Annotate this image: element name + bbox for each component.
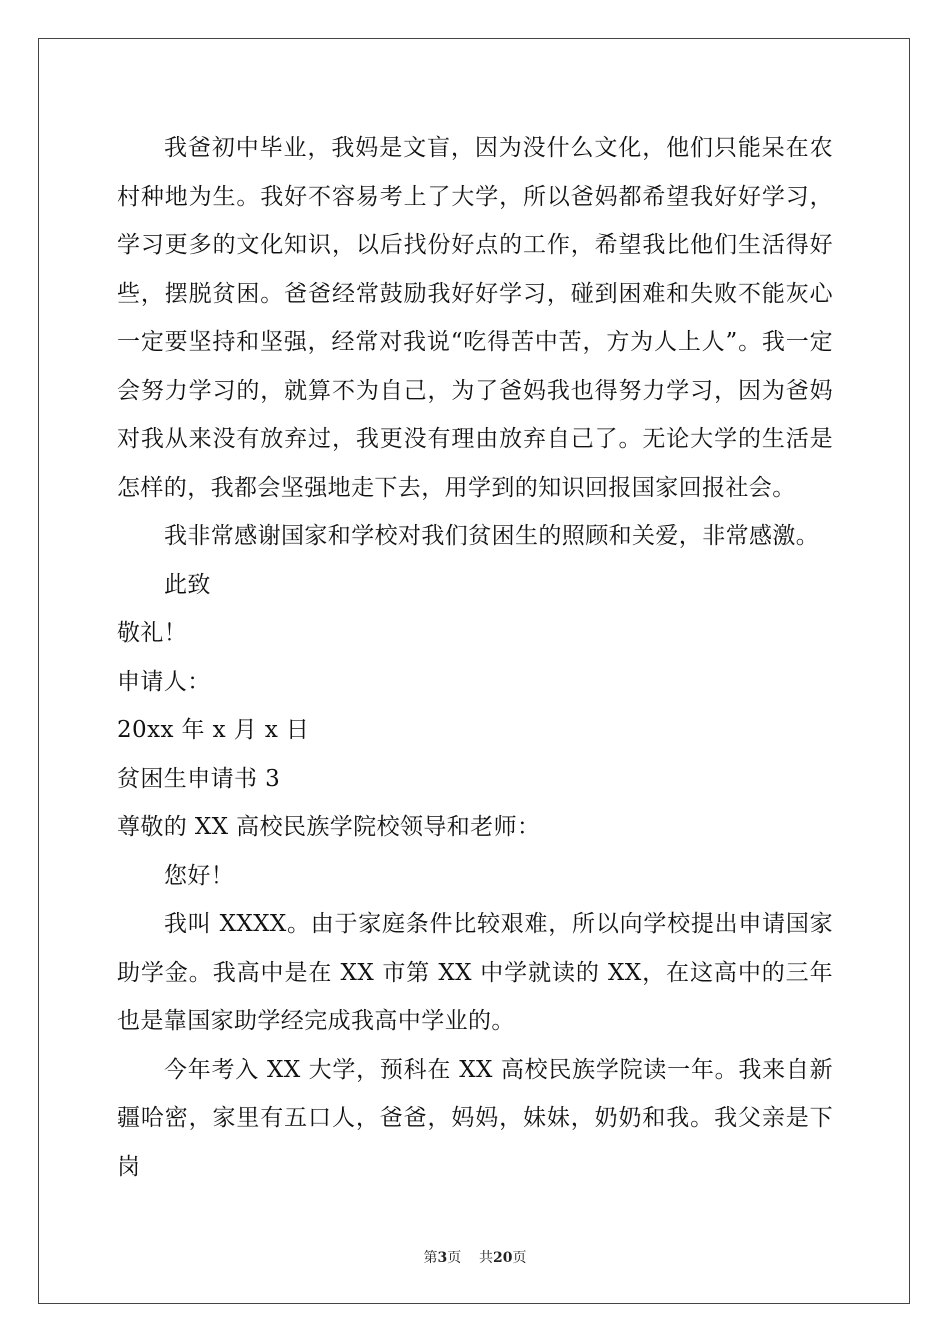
footer-current-page: 3 <box>437 1250 448 1266</box>
footer-page-middle: 页 共 <box>447 1250 494 1266</box>
document-body <box>117 124 833 1191</box>
paragraph-introduction: 我叫 XXXX。由于家庭条件比较艰难，所以向学校提出申请国家助学金。我高中是在 XX 市第 XX 中学就读的 XX，在这高中的三年也是靠国家助学经完成我高中学业的。 <box>117 911 833 1034</box>
paragraph-family-info: 今年考入 XX 大学，预科在 XX 高校民族学院读一年。我来自新疆哈密，家里有五口人，爸爸，妈妈，妹妹，奶奶和我。我父亲是下岗 <box>117 1056 833 1180</box>
section-title: 贫困生申请书 3 <box>117 765 281 792</box>
footer-page-prefix: 第 <box>423 1250 438 1266</box>
paragraph-thanks: 我非常感谢国家和学校对我们贫困生的照顾和关爱，非常感激。 <box>164 523 820 549</box>
footer-total-pages: 20 <box>493 1250 513 1266</box>
date-line: 20xx 年 x 月 x 日 <box>117 717 310 743</box>
greeting: 您好！ <box>164 862 235 889</box>
footer-page-suffix: 页 <box>512 1250 527 1266</box>
paragraph-family-background: 我爸初中毕业，我妈是文盲，因为没什么文化，他们只能呆在农村种地为生。我好不容易考上了大学，所以爸妈都希望我好好学习，学习更多的文化知识，以后找份好点的工作，希望我比他们生活得好些，摆脱贫困。爸爸经常鼓励我好好学习，碰到困难和失败不能灰心一定要坚持和坚强，经常对我说“吃得苦中苦，方为人上人”。我一定会努力学习的，就算不为自己，为了爸妈我也得努力学习，因为爸妈对我从来没有放弃过，我更没有理由放弃自己了。无论大学的生活是怎样的，我都会坚强地走下去，用学到的知识回报国家回报社会。 <box>117 135 833 501</box>
applicant-label: 申请人： <box>117 668 211 695</box>
closing-salutation: 此致 <box>164 571 211 598</box>
page-footer <box>0 1247 950 1267</box>
letter-addressee: 尊敬的 XX 高校民族学院校领导和老师： <box>117 814 541 840</box>
closing-regards: 敬礼！ <box>117 620 188 646</box>
